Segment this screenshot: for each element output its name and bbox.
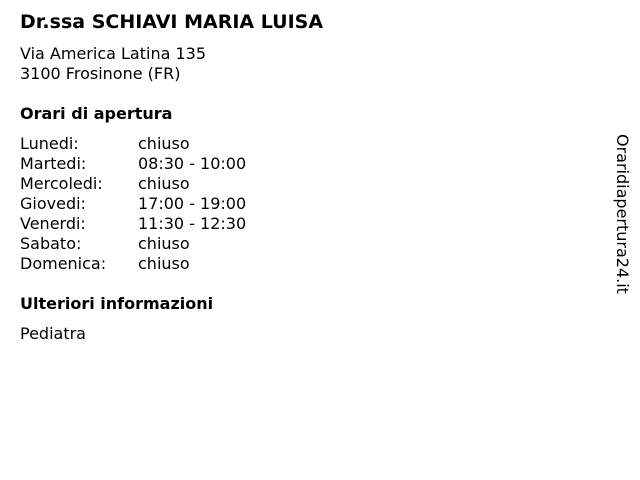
day-hours: chiuso [138,174,190,193]
day-label: Sabato: [20,234,82,253]
day-label: Venerdi: [20,214,86,233]
hours-row-tuesday [20,154,246,174]
hours-row-thursday [20,194,246,214]
hours-row-saturday [20,234,246,254]
day-hours: chiuso [138,234,190,253]
day-hours: chiuso [138,134,190,153]
opening-hours-heading: Orari di apertura [20,104,173,123]
hours-row-monday [20,134,246,154]
specialty-text: Pediatra [20,324,86,343]
day-label: Lunedi: [20,134,79,153]
day-hours: chiuso [138,254,190,273]
day-hours: 08:30 - 10:00 [138,154,247,173]
day-label: Domenica: [20,254,107,273]
day-label: Martedi: [20,154,87,173]
hours-row-wednesday [20,174,246,194]
day-hours: 11:30 - 12:30 [138,214,247,233]
day-label: Mercoledi: [20,174,103,193]
hours-row-sunday [20,254,246,274]
address-block [20,44,206,84]
page-title: Dr.ssa SCHIAVI MARIA LUISA [20,11,324,33]
day-hours: 17:00 - 19:00 [138,194,247,213]
address-street: Via America Latina 135 [20,44,207,63]
further-info-heading: Ulteriori informazioni [20,294,214,313]
opening-hours-list [20,134,246,274]
hours-row-friday [20,214,246,234]
site-watermark: Oraridiapertura24.it [613,134,632,294]
address-city: 3100 Frosinone (FR) [20,64,181,83]
day-label: Giovedi: [20,194,86,213]
